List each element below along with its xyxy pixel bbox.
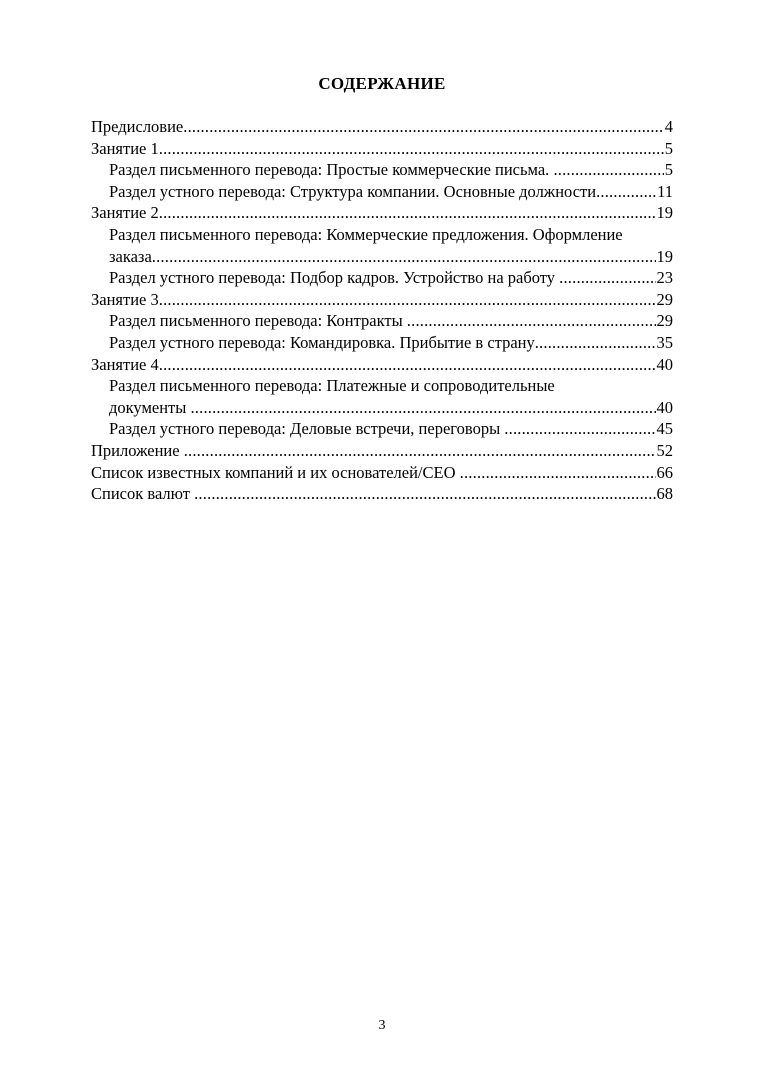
toc-leader-dots: [152, 246, 656, 268]
toc-entry-page: 29: [656, 311, 673, 331]
toc-entry: [91, 181, 673, 203]
toc-entry-page: 5: [664, 160, 673, 180]
toc-entry: [91, 202, 673, 224]
toc-leader-dots: [460, 462, 656, 484]
toc-leader-dots: [535, 332, 656, 354]
toc-entry: [91, 224, 673, 267]
toc-entry: [91, 267, 673, 289]
toc-entry-title: заказа: [109, 246, 152, 266]
toc-entry-title: Список известных компаний и их основателей/CEO: [91, 462, 460, 482]
toc-entry-page: 68: [656, 484, 673, 504]
toc-entry-page: 40: [656, 397, 673, 417]
toc-entry-page: 29: [656, 289, 673, 309]
toc-entry: [91, 159, 673, 181]
toc-entry-page: 23: [656, 268, 673, 288]
page-title: СОДЕРЖАНИЕ: [318, 74, 446, 93]
toc-leader-dots: [159, 354, 656, 376]
toc-entry-title: Занятие 1: [91, 138, 159, 158]
toc-leader-dots: [184, 440, 656, 462]
toc-entry-page: 4: [664, 117, 673, 136]
toc-entry-page: 19: [656, 203, 673, 223]
toc-entry: [91, 462, 673, 484]
toc-entry-title: Занятие 3: [91, 289, 159, 309]
toc-entry: [91, 138, 673, 160]
toc-entry-title: Раздел устного перевода: Структура компании. Основные должности: [109, 181, 597, 201]
toc-leader-dots: [159, 138, 664, 160]
toc-entry: [91, 310, 673, 332]
toc-entry-title: Список валют: [91, 484, 195, 504]
toc-entry: [91, 440, 673, 462]
toc-leader-dots: [190, 397, 655, 419]
toc-entry-page: 66: [656, 462, 673, 482]
toc-entry-page: 19: [656, 246, 673, 266]
toc-entry-title: Раздел устного перевода: Командировка. Прибытие в страну: [109, 332, 535, 352]
toc-entry-title: документы: [109, 397, 191, 417]
toc-entry-title: Раздел устного перевода: Деловые встречи, переговоры: [109, 419, 505, 439]
toc-leader-dots: [159, 202, 656, 224]
toc-entry-title: Раздел письменного перевода: Контракты: [109, 311, 407, 331]
toc-entry: [91, 375, 673, 418]
toc-leader-dots: [504, 418, 655, 440]
toc-entry: [91, 418, 673, 440]
toc-entry-page: 5: [664, 138, 673, 158]
toc-leader-dots: [407, 310, 656, 332]
toc-entry: [91, 354, 673, 376]
toc-leader-dots: [559, 267, 655, 289]
toc-entry-title: Занятие 4: [91, 354, 159, 374]
toc-entry-page: 52: [656, 440, 673, 460]
toc-entry: [91, 483, 673, 505]
toc-entry-title: Занятие 2: [91, 203, 159, 223]
toc-entry-title: Раздел устного перевода: Подбор кадров. Устройство на работу: [109, 268, 560, 288]
toc-leader-dots: [553, 159, 663, 181]
toc-entry-page: 35: [656, 332, 673, 352]
toc-entry: [91, 116, 673, 138]
toc-leader-dots: [183, 116, 664, 138]
page-number: 3: [378, 1018, 386, 1033]
toc-entry-page: 40: [656, 354, 673, 374]
toc-entry-title: Раздел письменного перевода: Простые коммерческие письма.: [109, 160, 554, 180]
toc-entry-page: 45: [656, 419, 673, 439]
toc-leader-dots: [159, 289, 656, 311]
toc-entry-title-line: Раздел письменного перевода: Платежные и сопроводительные: [109, 376, 555, 396]
toc-leader-dots: [596, 181, 656, 203]
toc-entry-title-line: Раздел письменного перевода: Коммерческие предложения. Оформление: [109, 224, 623, 244]
toc-leader-dots: [194, 483, 655, 505]
toc-entry-page: 11: [657, 181, 673, 201]
toc-entry: [91, 289, 673, 311]
toc-entry-title: Приложение: [91, 440, 184, 460]
toc-entry: [91, 332, 673, 354]
toc-entry-title: Предисловие: [91, 117, 184, 136]
table-of-contents: [91, 116, 673, 505]
